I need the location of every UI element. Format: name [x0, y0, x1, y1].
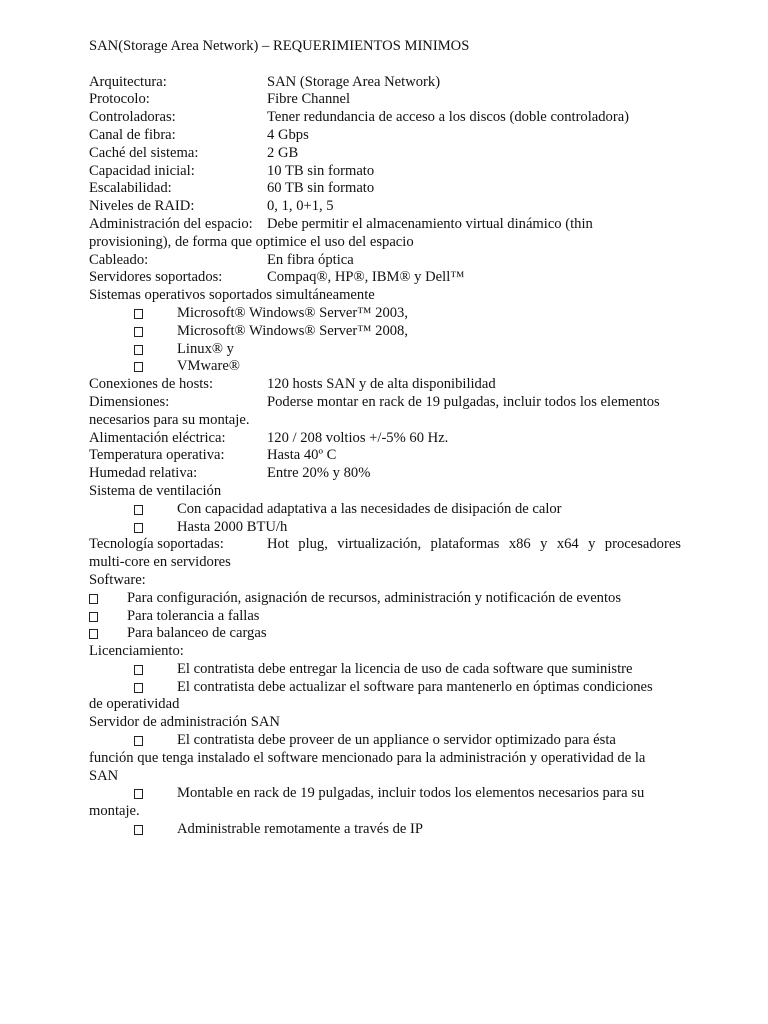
spec-value: Hasta 40º C	[267, 447, 337, 464]
document-title: SAN(Storage Area Network) – REQUERIMIENTOS MINIMOS	[89, 38, 470, 54]
checkbox-bullet-icon	[89, 594, 98, 604]
spec-value: Entre 20% y 80%	[267, 465, 371, 482]
list-item-text: Linux® y	[177, 340, 234, 357]
list-item-text: El contratista debe actualizar el software para mantenerlo en óptimas condiciones	[177, 678, 653, 695]
checkbox-bullet-icon	[134, 362, 143, 372]
document-body	[89, 38, 681, 839]
list-item	[89, 732, 681, 750]
spec-value-continuation: multi-core en servidores	[89, 554, 231, 571]
spec-row	[89, 109, 681, 127]
spec-value: 60 TB sin formato	[267, 180, 375, 197]
spec-row	[89, 145, 681, 163]
spec-row	[89, 465, 681, 483]
checkbox-bullet-icon	[134, 345, 143, 355]
list-item-text: Microsoft® Windows® Server™ 2003,	[177, 304, 408, 321]
spec-label: Canal de fibra:	[89, 126, 176, 143]
spec-value: 0, 1, 0+1, 5	[267, 198, 334, 215]
list-item-continuation: función que tenga instalado el software mencionado para la administración y operatividad de la	[89, 749, 646, 766]
spec-value-continuation: provisioning), de forma que optimice el uso del espacio	[89, 233, 414, 250]
section-heading-os: Sistemas operativos soportados simultáneamente	[89, 287, 375, 304]
section-heading-ventilacion: Sistema de ventilación	[89, 482, 222, 499]
list-item	[89, 785, 681, 803]
checkbox-bullet-icon	[134, 327, 143, 337]
spec-value: Compaq®, HP®, IBM® y Dell™	[267, 269, 465, 286]
spec-row	[89, 91, 681, 109]
list-item	[89, 625, 681, 643]
spec-label: Cableado:	[89, 251, 149, 268]
spec-value: Hot plug, virtualización, plataformas x86 y x64 y procesadores	[267, 536, 681, 553]
spec-row	[89, 198, 681, 216]
spec-label: Temperatura operativa:	[89, 447, 225, 464]
list-item	[89, 501, 681, 519]
list-item	[89, 679, 681, 697]
spec-value-continuation: necesarios para su montaje.	[89, 411, 250, 428]
checkbox-bullet-icon	[134, 505, 143, 515]
checkbox-bullet-icon	[134, 736, 143, 746]
spec-label: Protocolo:	[89, 91, 150, 108]
list-item-text: Montable en rack de 19 pulgadas, incluir todos los elementos necesarios para su	[177, 785, 645, 802]
list-item	[89, 519, 681, 537]
spec-label: Conexiones de hosts:	[89, 376, 214, 393]
list-item	[89, 661, 681, 679]
spec-label: Servidores soportados:	[89, 269, 223, 286]
blank-line	[89, 56, 681, 74]
list-item-text: Administrable remotamente a través de IP	[177, 821, 423, 838]
spec-row	[89, 269, 681, 287]
spec-label: Caché del sistema:	[89, 144, 199, 161]
spec-value: 2 GB	[267, 144, 299, 161]
spec-label: Humedad relativa:	[89, 465, 198, 482]
spec-label: Alimentación eléctrica:	[89, 429, 226, 446]
section-heading-software: Software:	[89, 571, 146, 588]
spec-label: Niveles de RAID:	[89, 198, 195, 215]
list-item-text: El contratista debe entregar la licencia de uso de cada software que suministre	[177, 660, 633, 677]
spec-row	[89, 74, 681, 92]
spec-value: SAN (Storage Area Network)	[267, 73, 441, 90]
list-item-continuation: SAN	[89, 767, 119, 784]
spec-label: Controladoras:	[89, 109, 176, 126]
list-item-text: Microsoft® Windows® Server™ 2008,	[177, 322, 408, 339]
spec-label: Dimensiones:	[89, 393, 170, 410]
list-item-text: Con capacidad adaptativa a las necesidades de disipación de calor	[177, 500, 562, 517]
spec-value: Debe permitir el almacenamiento virtual dinámico (thin	[267, 215, 593, 232]
section-heading-licenciamiento: Licenciamiento:	[89, 643, 184, 660]
checkbox-bullet-icon	[134, 825, 143, 835]
checkbox-bullet-icon	[134, 309, 143, 319]
list-item-text: Hasta 2000 BTU/h	[177, 518, 288, 535]
list-item-text: Para tolerancia a fallas	[127, 607, 260, 624]
spec-row	[89, 376, 681, 394]
checkbox-bullet-icon	[89, 612, 98, 622]
spec-value: 10 TB sin formato	[267, 162, 375, 179]
spec-value: Fibre Channel	[267, 91, 351, 108]
list-item	[89, 358, 681, 376]
spec-label: Arquitectura:	[89, 73, 167, 90]
spec-row-admin-espacio	[89, 216, 681, 234]
spec-label: Escalabilidad:	[89, 180, 172, 197]
checkbox-bullet-icon	[134, 683, 143, 693]
spec-row	[89, 394, 681, 412]
spec-label: Tecnología soportadas:	[89, 536, 224, 553]
list-item	[89, 821, 681, 839]
spec-value: 4 Gbps	[267, 126, 309, 143]
list-item-text: El contratista debe proveer de un appliance o servidor optimizado para ésta	[177, 732, 616, 749]
spec-row	[89, 252, 681, 270]
list-item	[89, 341, 681, 359]
list-item-text: Para balanceo de cargas	[127, 625, 267, 642]
checkbox-bullet-icon	[134, 523, 143, 533]
list-item-text: Para configuración, asignación de recursos, administración y notificación de eventos	[127, 589, 621, 606]
spec-row	[89, 180, 681, 198]
list-item	[89, 305, 681, 323]
spec-row	[89, 127, 681, 145]
spec-label: Capacidad inicial:	[89, 162, 195, 179]
list-item-text: VMware®	[177, 358, 240, 375]
spec-value: 120 / 208 voltios +/-5% 60 Hz.	[267, 429, 449, 446]
spec-row-tecnologia	[89, 536, 681, 554]
spec-value: 120 hosts SAN y de alta disponibilidad	[267, 376, 496, 393]
list-item-continuation: de operatividad	[89, 696, 180, 713]
spec-row	[89, 447, 681, 465]
checkbox-bullet-icon	[134, 665, 143, 675]
spec-value: En fibra óptica	[267, 251, 354, 268]
list-item	[89, 323, 681, 341]
spec-value: Poderse montar en rack de 19 pulgadas, incluir todos los elementos	[267, 393, 660, 410]
list-item	[89, 590, 681, 608]
spec-label: Administración del espacio:	[89, 215, 253, 232]
list-item	[89, 608, 681, 626]
checkbox-bullet-icon	[89, 629, 98, 639]
section-heading-servidor: Servidor de administración SAN	[89, 714, 280, 731]
spec-value: Tener redundancia de acceso a los discos (doble controladora)	[267, 109, 630, 126]
spec-row	[89, 163, 681, 181]
list-item-continuation: montaje.	[89, 803, 140, 820]
spec-row	[89, 430, 681, 448]
checkbox-bullet-icon	[134, 789, 143, 799]
